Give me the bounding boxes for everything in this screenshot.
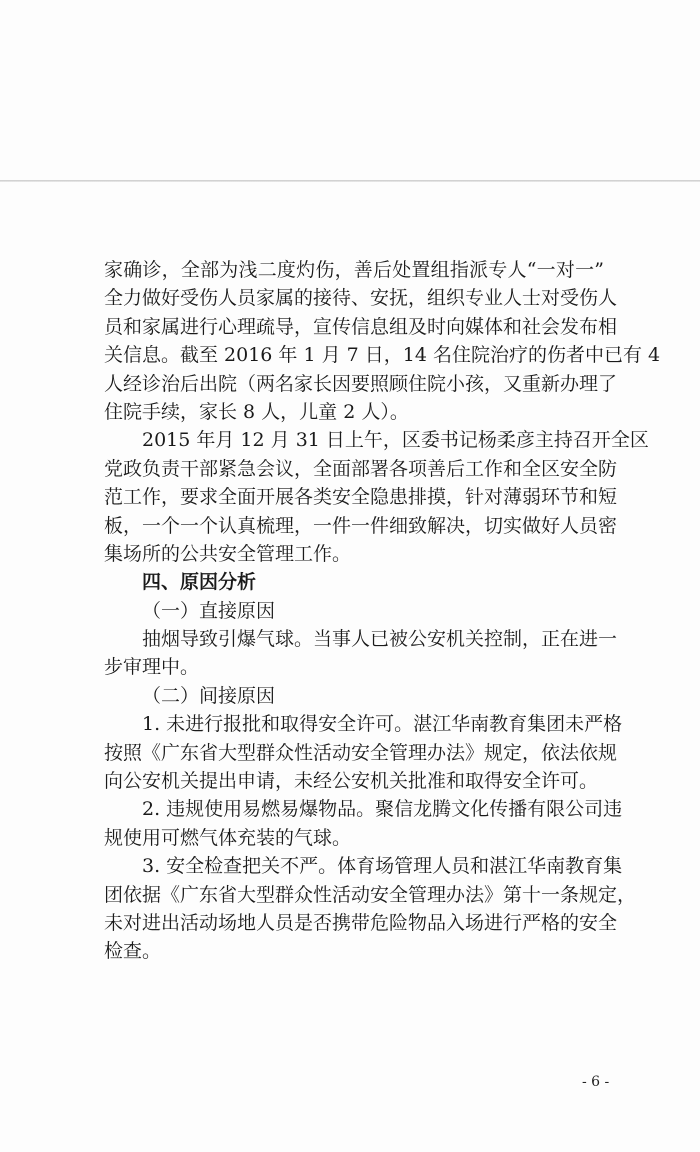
text-line: 集场所的公共安全管理工作。 bbox=[104, 542, 352, 565]
text-line: 向公安机关提出申请，未经公安机关批准和取得安全许可。 bbox=[104, 770, 599, 793]
text-line: 按照《广东省大型群众性活动安全管理办法》规定，依法依规 bbox=[104, 741, 618, 764]
document-body bbox=[104, 256, 661, 966]
text-line: 员和家属进行心理疏导，宣传信息组及时向媒体和社会发布相 bbox=[104, 315, 618, 338]
paragraph bbox=[104, 710, 623, 795]
text-line: 抽烟导致引爆气球。当事人已被公安机关控制，正在进一 bbox=[142, 628, 618, 651]
text-line: 2015 年月 12 月 31 日上午，区委书记杨柔彦主持召开全区 bbox=[142, 429, 649, 452]
text-line: 板，一个一个认真梳理，一件一件细致解决，切实做好人员密 bbox=[104, 514, 618, 537]
paragraph bbox=[104, 852, 637, 966]
text-line: 步审理中。 bbox=[104, 656, 200, 679]
page-number: - 6 - bbox=[582, 1074, 610, 1090]
text-line: 团依据《广东省大型群众性活动安全管理办法》第十一条规定， bbox=[104, 883, 637, 906]
text-line: 检查。 bbox=[104, 940, 162, 963]
text-line: 1. 未进行报批和取得安全许可。湛江华南教育集团未严格 bbox=[142, 713, 623, 736]
text-line: 住院手续，家长 8 人，儿童 2 人）。 bbox=[104, 400, 409, 423]
subsection-heading: （二）间接原因 bbox=[142, 684, 276, 707]
text-line: 3. 安全检查把关不严。体育场管理人员和湛江华南教育集 bbox=[142, 855, 623, 878]
text-line: 全力做好受伤人员家属的接待、安抚，组织专业人士对受伤人 bbox=[104, 287, 618, 310]
paragraph bbox=[104, 625, 618, 682]
paragraph bbox=[104, 426, 649, 568]
subsection-heading: （一）直接原因 bbox=[142, 599, 276, 622]
scan-edge-line bbox=[0, 180, 700, 182]
text-line: 范工作，要求全面开展各类安全隐患排摸，针对薄弱环节和短 bbox=[104, 486, 618, 509]
paragraph-continuation bbox=[104, 256, 661, 426]
section-heading: 四、原因分析 bbox=[142, 571, 257, 594]
text-line: 关信息。截至 2016 年 1 月 7 日，14 名住院治疗的伤者中已有 4 bbox=[104, 344, 661, 367]
text-line: 家确诊，全部为浅二度灼伤，善后处置组指派专人“一对一” bbox=[104, 259, 604, 281]
text-line: 人经诊治后出院（两名家长因要照顾住院小孩，又重新办理了 bbox=[104, 372, 618, 395]
text-line: 党政负责干部紧急会议，全面部署各项善后工作和全区安全防 bbox=[104, 457, 618, 480]
text-line: 2. 违规使用易燃易爆物品。聚信龙腾文化传播有限公司违 bbox=[142, 798, 623, 821]
text-line: 未对进出活动场地人员是否携带危险物品入场进行严格的安全 bbox=[104, 911, 618, 934]
paragraph bbox=[104, 795, 623, 852]
text-line: 规使用可燃气体充装的气球。 bbox=[104, 826, 352, 849]
